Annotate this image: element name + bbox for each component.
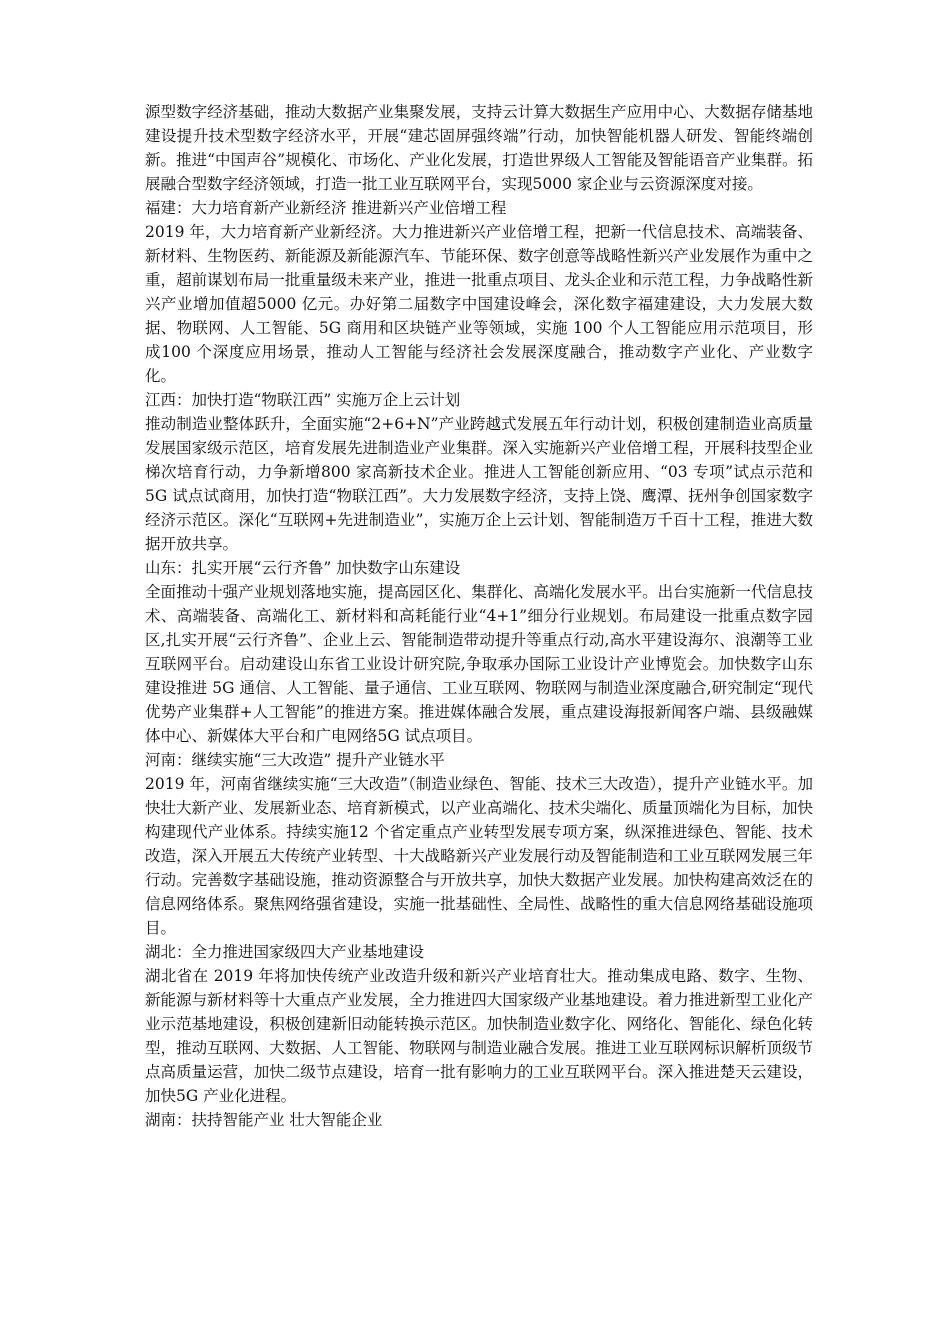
section-heading-shandong: 山东：扎实开展“云行齐鲁” 加快数字山东建设 <box>145 559 461 577</box>
body-paragraph: 2019 年，河南省继续实施“三大改造”（制造业绿色、智能、技术三大改造），提升产业链水平。加快壮大新产业、发展新业态、培育新模式，以产业高端化、技术尖端化、质量顶端化为目标，加快构建现代产业体系。持续实施12 个省定重点产业转型发展专项方案，纵深推进绿色、智能、技术改造，深入开展五大传统产业转型、十大战略新兴产业发展行动及智能制造和工业互联网发展三年行动。完善数字基础设施，推动资源整合与开放共享，加快大数据产业发展。加快构建高效泛在的信息网络体系。聚焦网络强省建设，实施一批基础性、全局性、战略性的重大信息网络基础设施项目。 <box>145 775 813 937</box>
document-page <box>145 100 813 1132</box>
body-paragraph: 湖北省在 2019 年将加快传统产业改造升级和新兴产业培育壮大。推动集成电路、数字、生物、新能源与新材料等十大重点产业发展，全力推进四大国家级产业基地建设。着力推进新型工业化产业示范基地建设，积极创建新旧动能转换示范区。加快制造业数字化、网络化、智能化、绿色化转型，推动互联网、大数据、人工智能、物联网与制造业融合发展。推进工业互联网标识解析顶级节点高质量运营，加快二级节点建设，培育一批有影响力的工业互联网平台。深入推进楚天云建设，加快5G 产业化进程。 <box>145 967 813 1105</box>
section-heading-hunan: 湖南：扶持智能产业 壮大智能企业 <box>145 1111 383 1129</box>
section-heading-fujian: 福建：大力培育新产业新经济 推进新兴产业倍增工程 <box>145 199 507 217</box>
section-heading-henan: 河南：继续实施“三大改造” 提升产业链水平 <box>145 751 445 769</box>
section-heading-hubei: 湖北：全力推进国家级四大产业基地建设 <box>145 943 425 961</box>
body-paragraph: 全面推动十强产业规划落地实施，提高园区化、集群化、高端化发展水平。出台实施新一代信息技术、高端装备、高端化工、新材料和高耗能行业“4+1”细分行业规划。布局建设一批重点数字园区,扎实开展“云行齐鲁”、企业上云、智能制造带动提升等重点行动,高水平建设海尔、浪潮等工业互联网平台。启动建设山东省工业设计研究院,争取承办国际工业设计产业博览会。加快数字山东建设推进 5G 通信、人工智能、量子通信、工业互联网、物联网与制造业深度融合,研究制定“现代优势产业集群+人工智能”的推进方案。推进媒体融合发展，重点建设海报新闻客户端、县级融媒体中心、新媒体大平台和广电网络5G 试点项目。 <box>145 583 813 745</box>
body-paragraph: 源型数字经济基础，推动大数据产业集聚发展，支持云计算大数据生产应用中心、大数据存储基地建设提升技术型数字经济水平，开展“建芯固屏强终端”行动，加快智能机器人研发、智能终端创新。推进“中国声谷”规模化、市场化、产业化发展，打造世界级人工智能及智能语音产业集群。拓展融合型数字经济领域，打造一批工业互联网平台，实现5000 家企业与云资源深度对接。 <box>145 103 813 193</box>
body-paragraph: 推动制造业整体跃升，全面实施“2+6+N”产业跨越式发展五年行动计划，积极创建制造业高质量发展国家级示范区，培育发展先进制造业产业集群。深入实施新兴产业倍增工程，开展科技型企业梯次培育行动，力争新增800 家高新技术企业。推进人工智能创新应用、“03 专项”试点示范和 5G 试点试商用，加快打造“物联江西”。大力发展数字经济，支持上饶、鹰潭、抚州争创国家数字经济示范区。深化“互联网+先进制造业”，实施万企上云计划、智能制造万千百十工程，推进大数据开放共享。 <box>145 415 813 553</box>
section-heading-jiangxi: 江西：加快打造“物联江西” 实施万企上云计划 <box>145 391 461 409</box>
body-paragraph: 2019 年，大力培育新产业新经济。大力推进新兴产业倍增工程，把新一代信息技术、高端装备、新材料、生物医药、新能源及新能源汽车、节能环保、数字创意等战略性新兴产业发展作为重中之重，超前谋划布局一批重量级未来产业，推进一批重点项目、龙头企业和示范工程，力争战略性新兴产业增加值超5000 亿元。办好第二届数字中国建设峰会，深化数字福建建设，大力发展大数据、物联网、人工智能、5G 商用和区块链产业等领域，实施 100 个人工智能应用示范项目，形成100 个深度应用场景，推动人工智能与经济社会发展深度融合，推动数字产业化、产业数字化。 <box>145 223 813 385</box>
